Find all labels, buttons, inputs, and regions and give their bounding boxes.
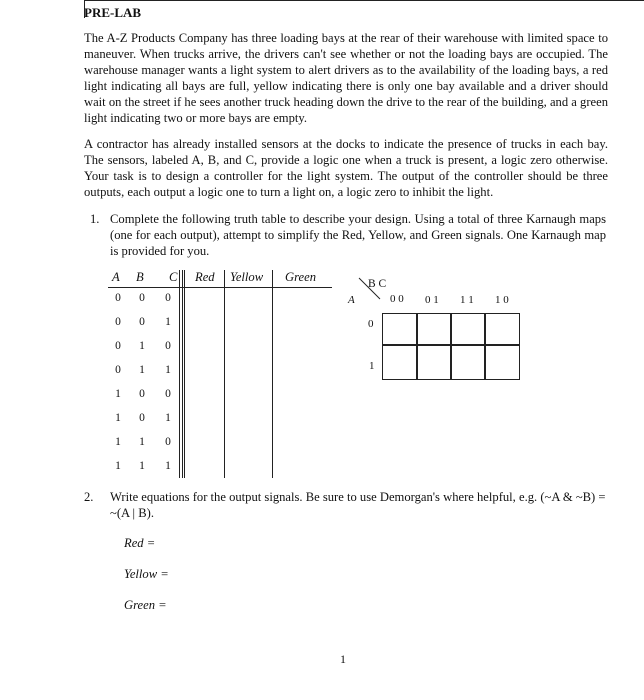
cell: 0 [165,388,171,400]
kmap-cell[interactable] [484,313,520,346]
cell: 1 [139,436,145,448]
kmap-col-label: 1 1 [460,294,474,306]
karnaugh-map [340,276,520,386]
divider-yellow [272,270,273,478]
question-2-number: 2. [84,490,94,504]
page-number: 1 [340,652,346,666]
cell: 0 [139,412,145,424]
kmap-cell[interactable] [484,344,520,380]
intro-paragraph: The A-Z Products Company has three loading bays at the rear of their warehouse with limited space to maneuver. When trucks arrive, the drivers can't see whether or not the loading bays are occupied. The warehouse manager wants a light system to alert drivers as to the availability of the loading bays, a red light indicating all bays are full, yellow indicating there is only one bay available and a driver should wait on the street if he sees another truck heading down the drive to the rear of the building, and a green light indicating two or more bays are empty. [84,31,608,125]
divider-red [224,270,225,478]
header-green: Green [285,270,317,284]
cell: 1 [165,460,171,472]
kmap-cell[interactable] [450,344,486,380]
kmap-row-label: 0 [368,318,374,330]
contractor-paragraph: A contractor has already installed sensors at the docks to indicate the presence of trucks in each bay. The sensors, labeled A, B, and C, provide a logic one when a truck is present, a logic zero otherwise. Your task is to design a controller for the light system. The output of the controller should be three outputs, each output a logic one to turn a light on, a logic zero to inhibit the light. [84,137,608,199]
cell: 1 [139,460,145,472]
kmap-col-label: 0 1 [425,294,439,306]
cell: 1 [139,364,145,376]
kmap-row-label: 1 [369,360,375,372]
cell: 0 [139,292,145,304]
divider-c-3 [184,270,185,478]
kmap-cell[interactable] [416,313,452,346]
cell: 0 [139,316,145,328]
kmap-col-variable: B C [368,278,387,290]
kmap-cell[interactable] [382,344,418,380]
header-red: Red [195,270,215,284]
kmap-cell[interactable] [416,344,452,380]
cell: 0 [115,316,121,328]
cell: 0 [115,292,121,304]
cell: 0 [165,292,171,304]
kmap-row-variable: A [348,294,355,306]
truth-table [108,270,334,480]
cell: 1 [165,412,171,424]
question-1-number: 1. [90,212,100,226]
page-heading: PRE-LAB [84,5,142,20]
red-equation-label: Red = [124,536,156,550]
divider-c-2 [182,270,183,478]
cell: 1 [115,412,121,424]
kmap-cell[interactable] [450,313,486,346]
cell: 1 [139,340,145,352]
cell: 0 [165,340,171,352]
header-yellow: Yellow [230,270,264,284]
kmap-col-label: 1 0 [495,294,509,306]
cell: 1 [115,436,121,448]
cell: 1 [115,388,121,400]
header-underline [108,287,332,288]
cell: 1 [165,316,171,328]
divider-c-1 [179,270,180,478]
cell: 1 [165,364,171,376]
cell: 1 [115,460,121,472]
kmap-col-label: 0 0 [390,293,404,305]
question-1-text: Complete the following truth table to describe your design. Using a total of three Karnaugh maps (one for each output), attempt to simplify the Red, Yellow, and Green signals. One Karnaugh map is provided for you. [110,212,606,258]
question-2-text: Write equations for the output signals. Be sure to use Demorgan's where helpful, e.g. (~A & ~B) = ~(A | B). [110,490,606,520]
cell: 0 [165,436,171,448]
yellow-equation-label: Yellow = [124,567,169,581]
top-rule [84,0,644,1]
cell: 0 [115,364,121,376]
cell: 0 [139,388,145,400]
cell: 0 [115,340,121,352]
kmap-cell[interactable] [382,313,418,346]
header-b: B [136,270,144,284]
header-c: C [169,270,178,284]
green-equation-label: Green = [124,598,167,612]
header-a: A [112,270,120,284]
